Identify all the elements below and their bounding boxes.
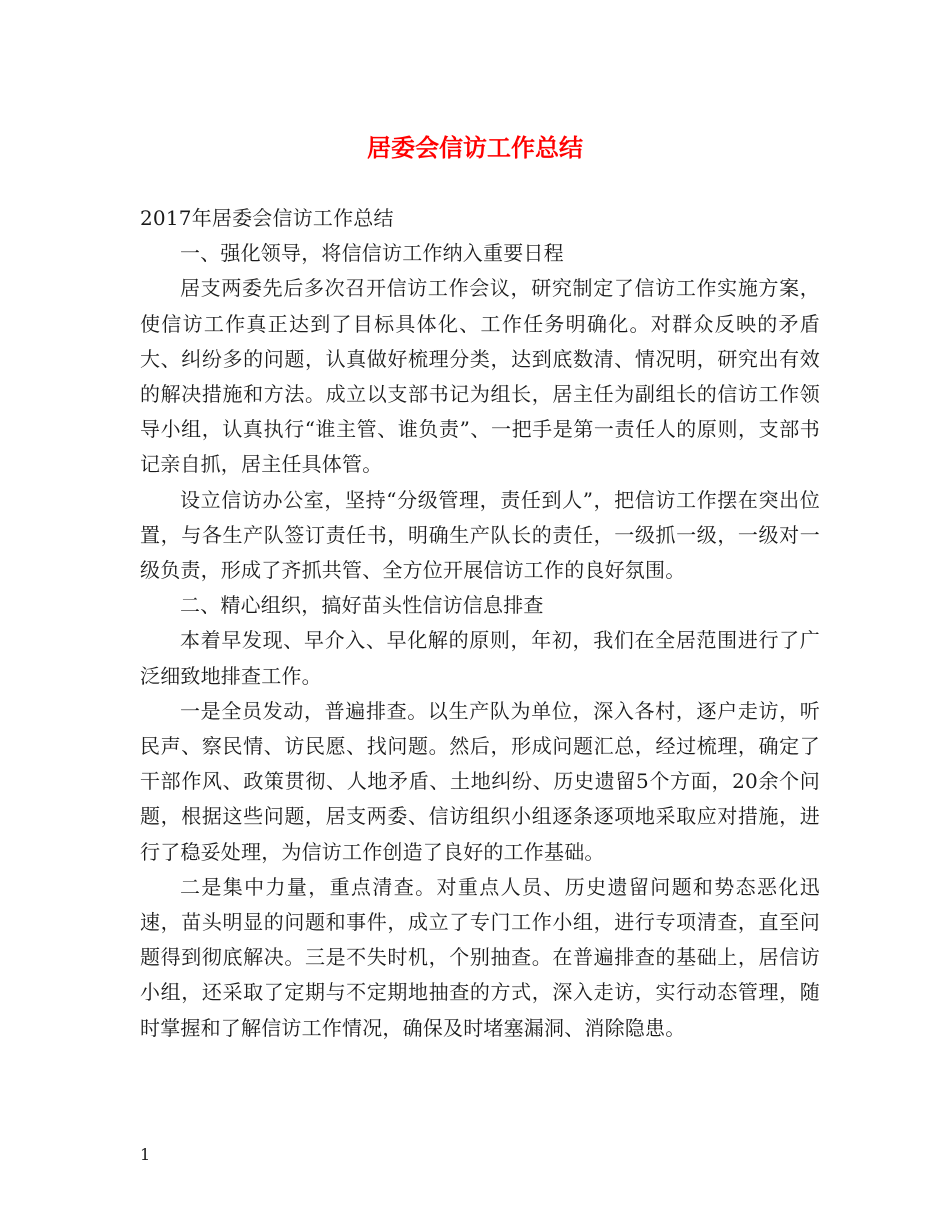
- section-heading: 一、强化领导，将信信访工作纳入重要日程: [180, 241, 564, 266]
- paragraph: 本着早发现、早介入、早化解的原则，年初，我们在全居范围进行了广泛细致地排查工作。: [140, 628, 820, 688]
- paragraph: 一是全员发动，普遍排查。以生产队为单位，深入各村，逐户走访，听民声、察民情、访民愿、找问题。然后，形成问题汇总，经过梳理，确定了干部作风、政策贯彻、人地矛盾、土地纠纷、历史遗留5个方面，20余个问题，根据这些问题，居支两委、信访组织小组逐条逐项地采取应对措施，进行了稳妥处理，为信访工作创造了良好的工作基础。: [140, 698, 820, 864]
- document-title: 居委会信访工作总结: [367, 133, 583, 162]
- section-heading: 二、精心组织，搞好苗头性信访信息排查: [180, 593, 544, 618]
- paragraph: 居支两委先后多次召开信访工作会议，研究制定了信访工作实施方案，使信访工作真正达到了目标具体化、工作任务明确化。对群众反映的矛盾大、纠纷多的问题，认真做好梳理分类，达到底数清、情况明，研究出有效的解决措施和方法。成立以支部书记为组长，居主任为副组长的信访工作领导小组，认真执行“谁主管、谁负责”、一把手是第一责任人的原则，支部书记亲自抓，居主任具体管。: [140, 276, 820, 477]
- paragraph: 设立信访办公室，坚持“分级管理，责任到人”，把信访工作摆在突出位置，与各生产队签订责任书，明确生产队长的责任，一级抓一级，一级对一级负责，形成了齐抓共管、全方位开展信访工作的良好氛围。: [140, 487, 820, 583]
- paragraph: 2017年居委会信访工作总结: [140, 206, 394, 230]
- document-body: [140, 201, 820, 1046]
- page-number: 1: [140, 1145, 151, 1164]
- paragraph: 二是集中力量，重点清查。对重点人员、历史遗留问题和势态恶化迅速，苗头明显的问题和事件，成立了专门工作小组，进行专项清查，直至问题得到彻底解决。三是不失时机，个别抽查。在普遍排查的基础上，居信访小组，还采取了定期与不定期地抽查的方式，深入走访，实行动态管理，随时掌握和了解信访工作情况，确保及时堵塞漏洞、消除隐患。: [140, 874, 820, 1040]
